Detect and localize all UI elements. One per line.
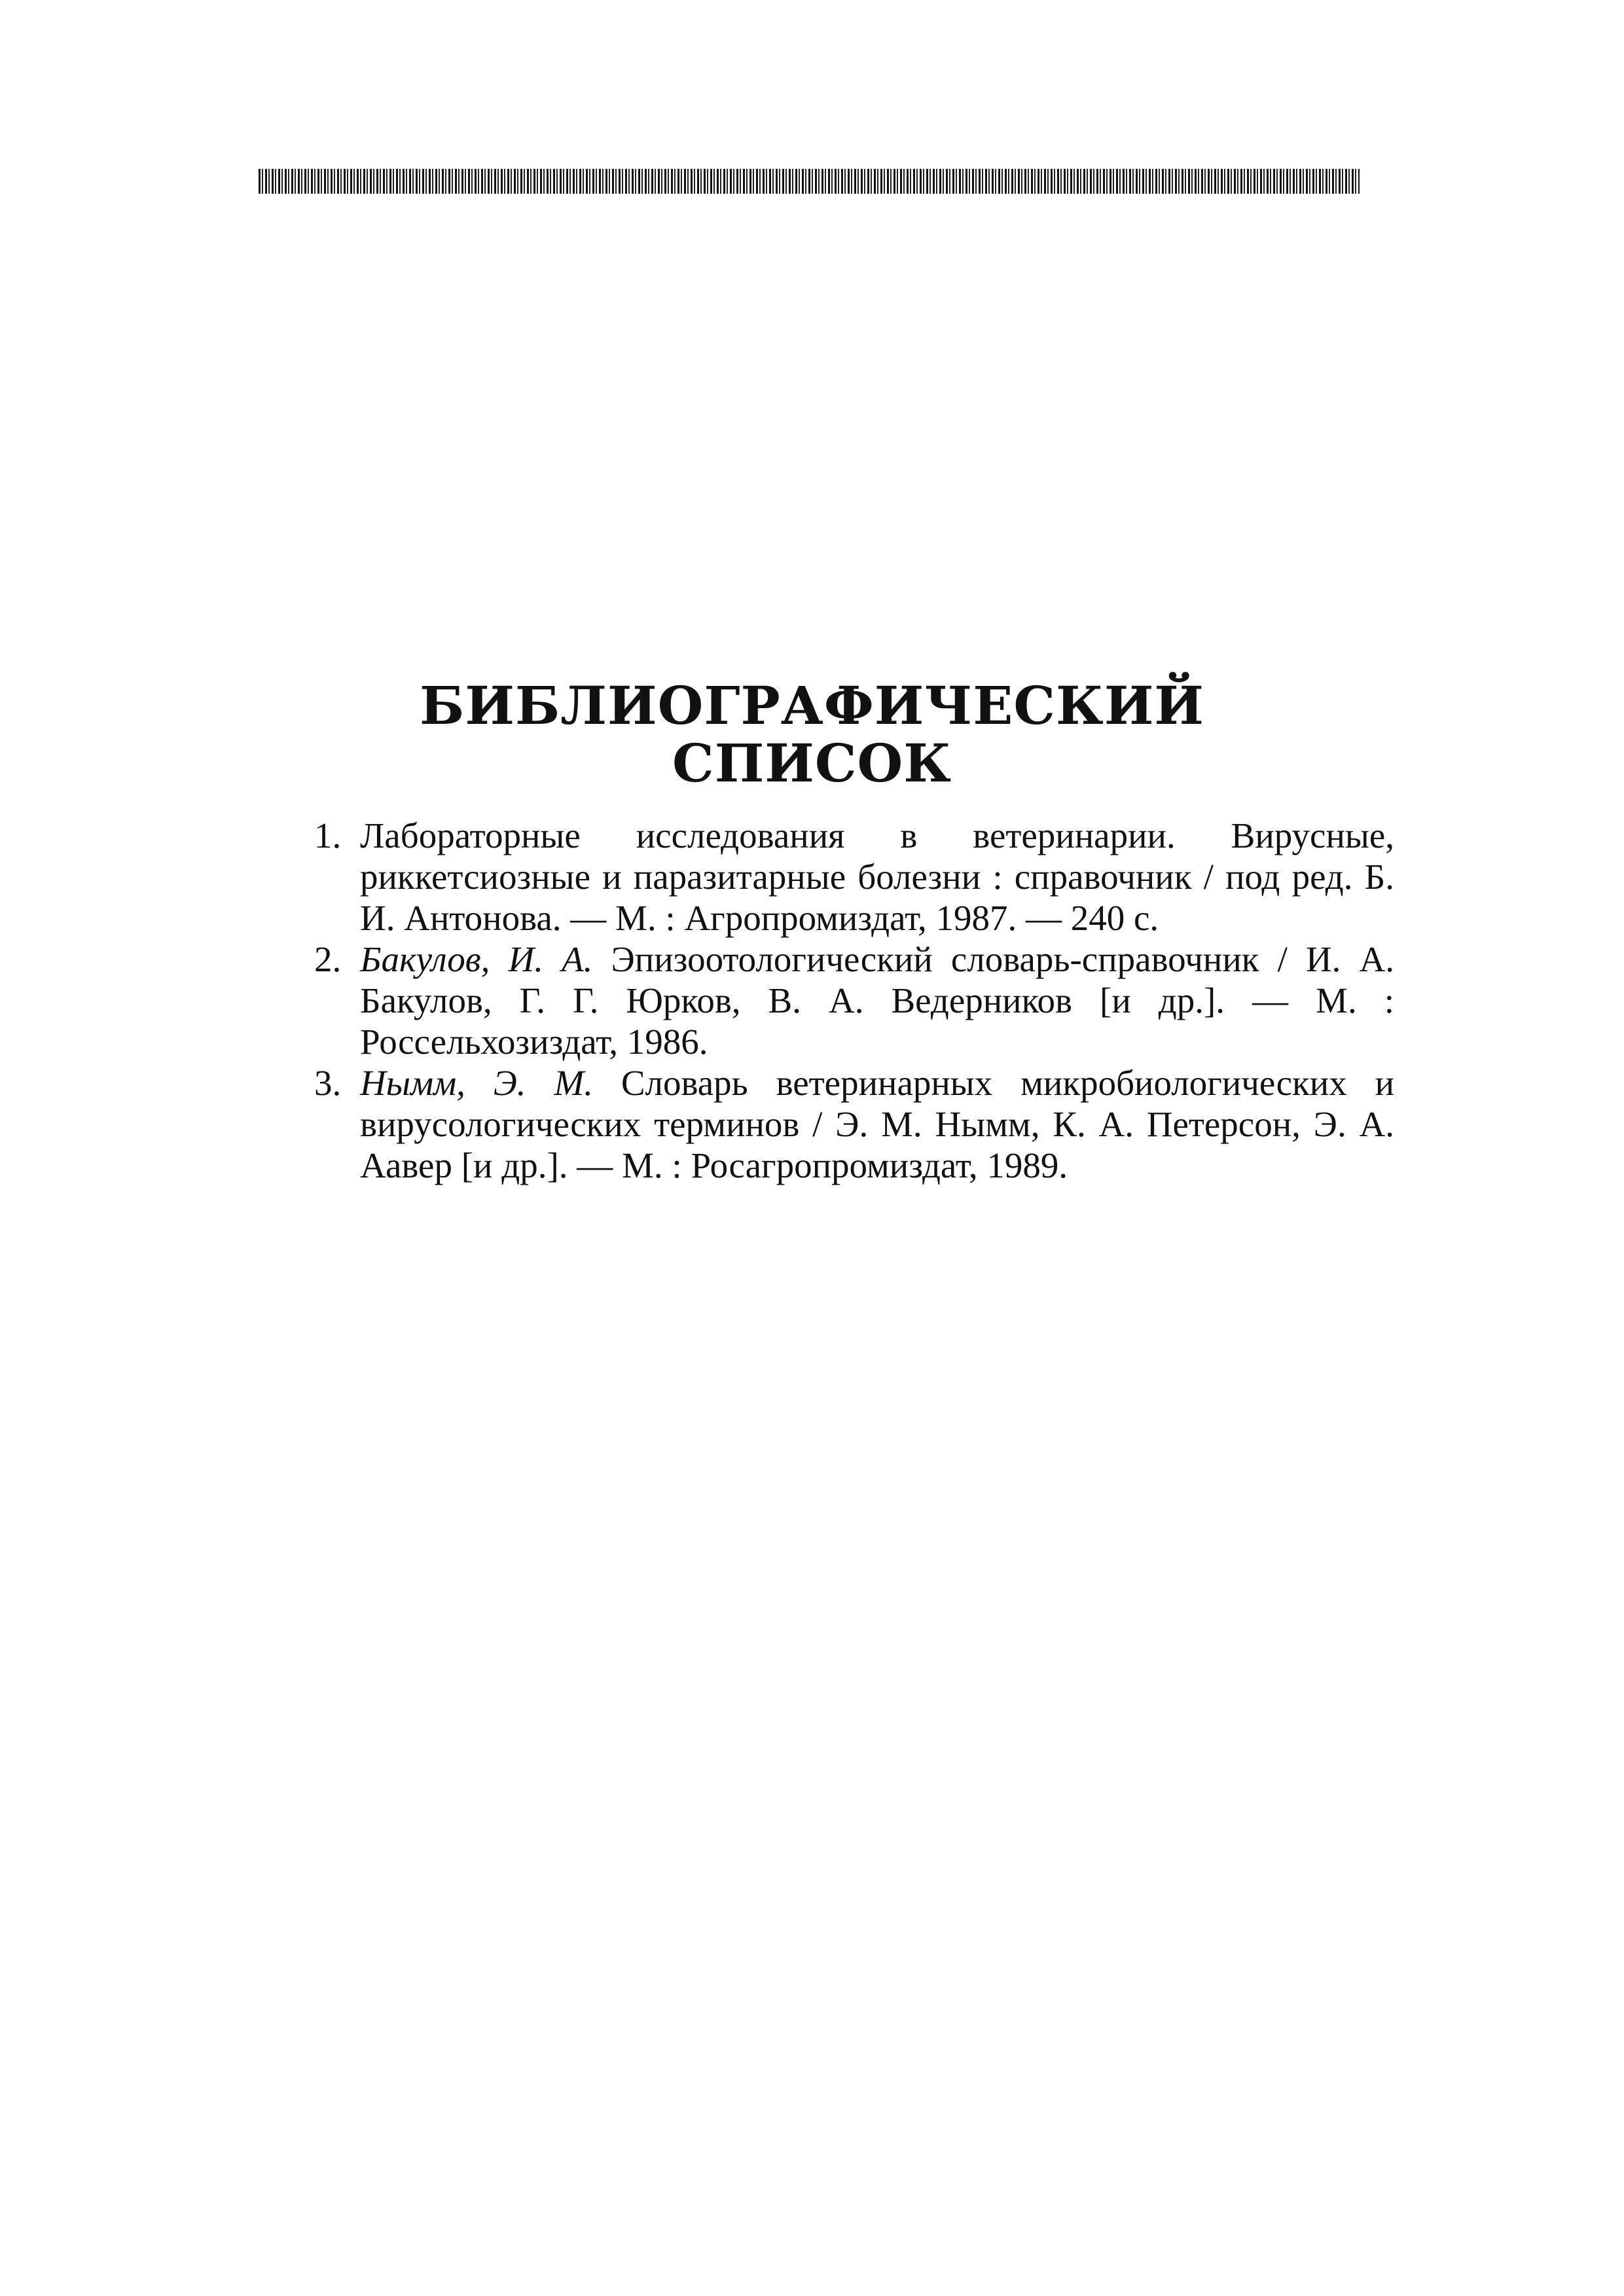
entry-text: Словарь ветеринарных микробиологических и вирусологических терминов / Э. М. Нымм, К. А. Петерсон, Э. А. Аавер [и др.]. — М. : Росагропромиздат, 1989. — [360, 1063, 1395, 1185]
bibliography-entry — [314, 815, 1394, 939]
entry-author: Нымм, Э. М. — [360, 1063, 593, 1103]
entry-text: Эпизоотологический словарь-справочник / И. А. Бакулов, Г. Г. Юрков, В. А. Ведерников [и др.]. — М. : Россельхозиздат, 1986. — [360, 939, 1394, 1062]
header-rule — [259, 169, 1360, 194]
page-title-line-1: БИБЛИОГРАФИЧЕСКИЙ — [420, 674, 1204, 736]
entry-text: Лабораторные исследования в ветеринарии. Вирусные, риккетсиозные и паразитарные болезни : справочник / под ред. Б. И. Антонова. — М. : Агропромиздат, 1987. — 240 с. — [360, 816, 1394, 938]
bibliography-entry — [314, 939, 1394, 1062]
bibliography-entry — [314, 1062, 1394, 1186]
entry-number: 2. — [314, 939, 342, 979]
page-title-line-2: СПИСОК — [672, 732, 952, 794]
page-title — [0, 674, 1624, 794]
entry-number: 1. — [314, 816, 342, 855]
entry-author: Бакулов, И. А. — [360, 939, 593, 979]
bibliography-list — [314, 815, 1394, 1186]
entry-number: 3. — [314, 1063, 342, 1103]
